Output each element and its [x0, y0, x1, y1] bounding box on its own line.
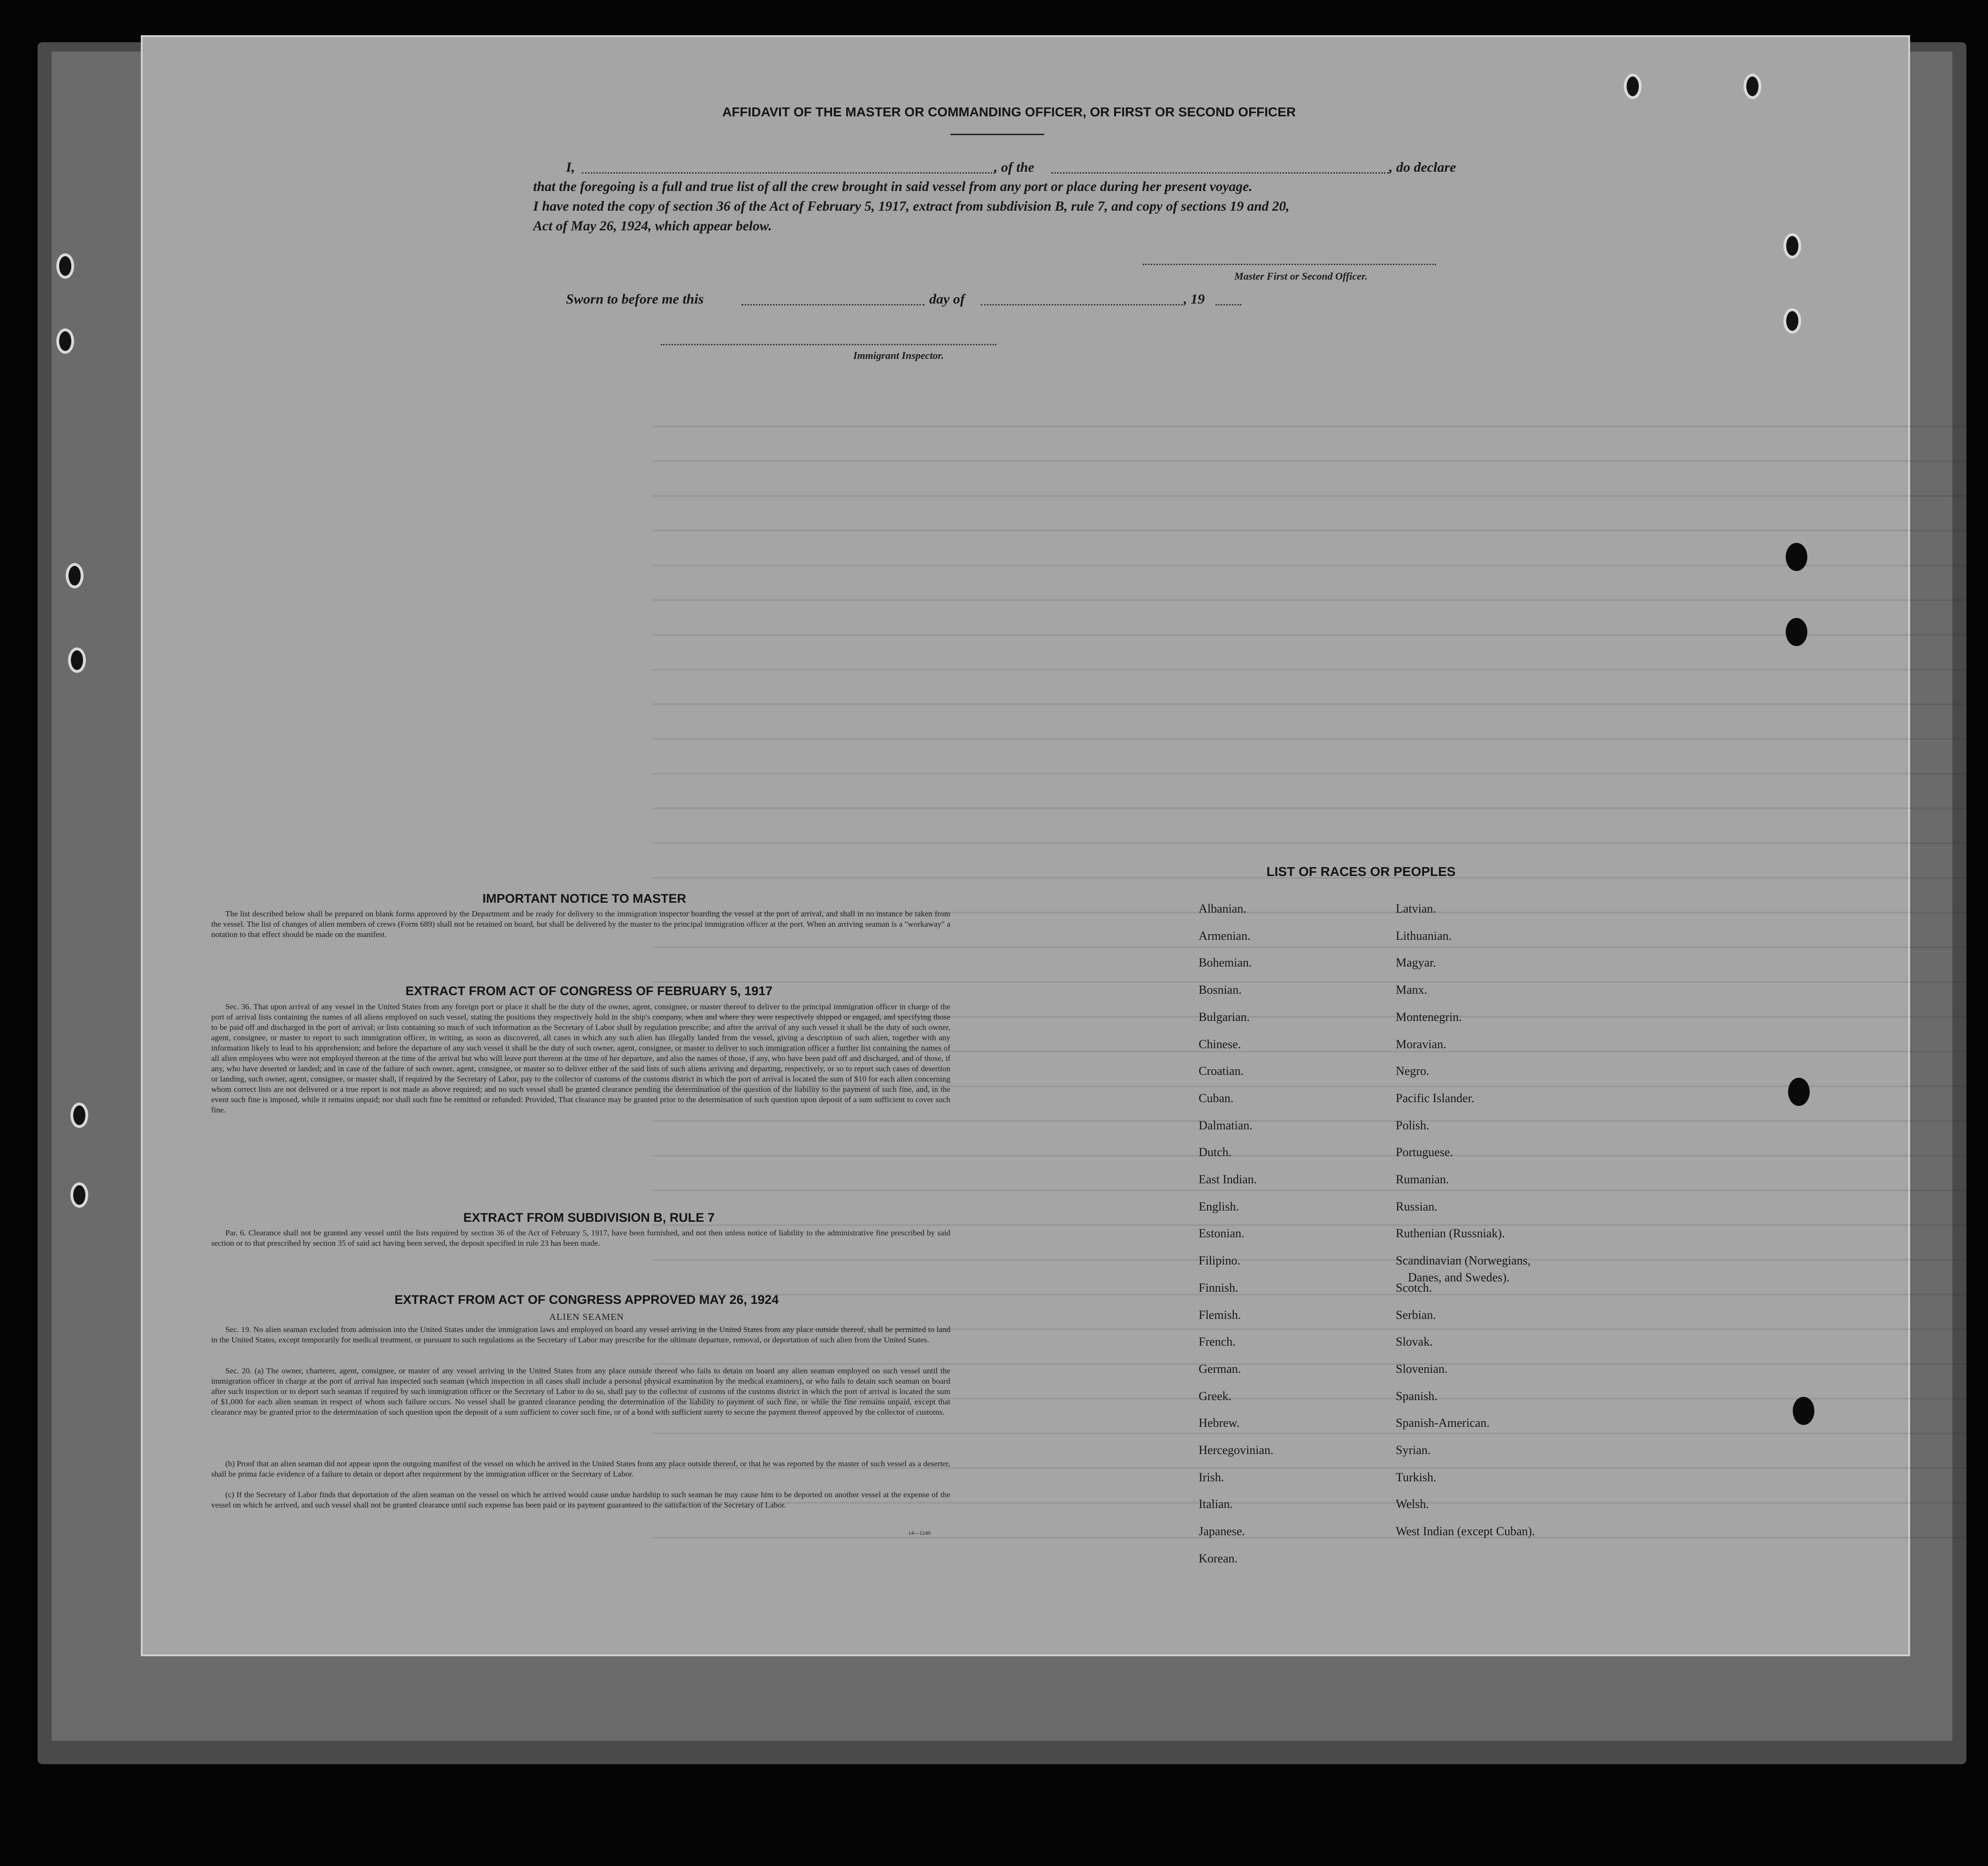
race-item: Bosnian. [1199, 983, 1242, 997]
race-item: Russian. [1396, 1199, 1437, 1213]
page-hole [1786, 618, 1807, 646]
race-item: Pacific Islander. [1396, 1091, 1475, 1105]
binder-hole [56, 328, 74, 354]
race-item: Hebrew. [1199, 1416, 1240, 1430]
race-item: Latvian. [1396, 902, 1436, 915]
binder-hole [70, 1182, 88, 1208]
race-item: East Indian. [1199, 1173, 1257, 1186]
sworn-month-line[interactable] [981, 304, 1183, 305]
affidavit-line-2: that the foregoing is a full and true list of all the crew brought in said vessel from any port or place during her present voyage. [533, 179, 1253, 194]
divider [950, 134, 1044, 135]
race-item: Albanian. [1199, 902, 1246, 915]
year-prefix: , 19 [1184, 291, 1205, 307]
alien-seamen-subtitle: ALIEN SEAMEN [549, 1312, 624, 1322]
race-item: Slovak. [1396, 1335, 1433, 1349]
sec20a-body: Sec. 20. (a) The owner, charterer, agent, consignee, or master of any vessel arriving in the United States from any place outside thereof who fails to detain on board any alien seaman employed on such vessel until the immigration officer in charge at the port of arrival has inspected such seaman (which inspection in all cases shall include a personal physical examination by the medical examiners), or who fails to detain such seaman on board after such inspection or to deport such seaman if required by such immigration officer or the Secretary of Labor to do so, shall pay to the collector of customs of the customs district in which the port of arrival is located the sum of $1,000 for each alien seaman in respect of whom such failure occurs. No vessel shall be granted clearance pending the determination of the liability to payment of such fine, or while the fine remains unpaid, except that clearance may be granted prior to the determination of such question upon the deposit of a sum sufficient to cover such fine, or of a bond with sufficient surety to secure the payment thereof approved by the collector of customs. [211, 1366, 950, 1417]
race-item: Croatian. [1199, 1064, 1244, 1078]
race-item: Danes, and Swedes). [1408, 1271, 1510, 1285]
race-item: West Indian (except Cuban). [1396, 1524, 1535, 1538]
affidavit-of-the: , of the [994, 160, 1034, 175]
race-item: Armenian. [1199, 929, 1251, 943]
form-number: 14—1240 [908, 1530, 931, 1536]
affidavit-line-4: Act of May 26, 1924, which appear below. [533, 219, 772, 234]
race-item: Magyar. [1396, 956, 1436, 970]
inspector-signature-line[interactable] [661, 344, 996, 345]
race-item: Greek. [1199, 1389, 1232, 1403]
race-item: English. [1199, 1199, 1239, 1213]
notice-title: IMPORTANT NOTICE TO MASTER [482, 891, 686, 906]
page-hole [1783, 308, 1801, 334]
act-1924-title: EXTRACT FROM ACT OF CONGRESS APPROVED MAY 26, 1924 [394, 1293, 779, 1307]
inspector-label: Immigrant Inspector. [853, 350, 944, 361]
act-1917-body: Sec. 36. That upon arrival of any vessel in the United States from any foreign port or place it shall be the duty of the owner, agent, consignee, or master thereof to deliver to the principal immigration officer in charge of the port of arrival lists containing the names of all aliens employed on such vessel, stating the positions they respectively hold in the ship's company, when and where they were respectively shipped or engaged, and specifying those to be paid off and discharged in the port of arrival; or lists containing so much of such information as the Secretary of Labor shall by regulation prescribe; and after the arrival of any such vessel it shall be the duty of such owner, agent, consignee, or master to report to such immigration officer, in writing, as soon as discovered, all cases in which any such alien has illegally landed from the vessel, giving a description of such alien, together with any information likely to lead to his apprehension; and before the departure of any such vessel it shall be the duty of such owner, agent, consignee, or master to deliver to such immigration officer a further list containing the names of all alien employees who were not employed thereon at the time of the arrival but who will leave port thereon at the time of her departure, and also the names of those, if any, who have been paid off and discharged, and of those, if any, who have deserted or landed; and in case of the failure of such owner, agent, consignee, or master so to deliver either of the said lists of such aliens arriving and departing, respectively, or so to report such cases of desertion or landing, such owner, agent, consignee, or master shall, if required by the Secretary of Labor, pay to the collector of customs of the customs district in which the port of arrival is located the sum of $10 for each alien concerning whom correct lists are not delivered or a true report is not made as above required; and no such vessel shall be granted clearance pending the determination of the question of the liability to the payment of such fine, and, in the event such fine is imposed, while it remains unpaid; nor shall such fine be remitted or refunded: Provided, That clearance may be granted prior to the determination of such question upon deposit of a sum sufficient to cover such fine. [211, 1002, 950, 1114]
race-item: Rumanian. [1396, 1173, 1449, 1186]
race-item: Syrian. [1396, 1443, 1431, 1457]
race-item: Korean. [1199, 1551, 1238, 1565]
master-signature-label: Master First or Second Officer. [1234, 270, 1368, 282]
affidavit-title: AFFIDAVIT OF THE MASTER OR COMMANDING OFFICER, OR FIRST OR SECOND OFFICER [722, 105, 1296, 119]
binder-hole [66, 563, 84, 588]
affidavit-line-3: I have noted the copy of section 36 of the Act of February 5, 1917, extract from subdivision B, rule 7, and copy of sections 19 and 20, [533, 199, 1290, 214]
day-of-label: day of [929, 291, 965, 307]
race-item: Finnish. [1199, 1280, 1239, 1295]
race-item: Scotch. [1396, 1280, 1432, 1295]
affidavit-i: I, [566, 160, 575, 175]
race-item: Turkish. [1396, 1470, 1437, 1484]
binder-hole [70, 1103, 88, 1128]
race-item: Bohemian. [1199, 956, 1252, 970]
race-item: Serbian. [1396, 1308, 1436, 1322]
race-item: Irish. [1199, 1470, 1224, 1484]
race-item: Cuban. [1199, 1091, 1234, 1105]
sworn-year-line[interactable] [1216, 304, 1241, 305]
page-hole [1624, 74, 1642, 99]
page-hole [1793, 1397, 1814, 1425]
race-item: German. [1199, 1362, 1241, 1376]
act-1917-title: EXTRACT FROM ACT OF CONGRESS OF FEBRUARY 5, 1917 [405, 984, 773, 998]
race-item: Filipino. [1199, 1254, 1240, 1268]
notice-body: The list described below shall be prepared on blank forms approved by the Department and be ready for delivery to the immigration inspector boarding the vessel at the port of arrival, and shall in no instance be taken from the vessel. The list of changes of alien members of crews (Form 689) shall not be retained on board, but shall be delivered by the master to the principal immigration officer at the port. When an arriving seaman is a "workaway" a notation to that effect should be made on the manifest. [211, 909, 950, 939]
sworn-day-line[interactable] [742, 304, 925, 305]
page-hole [1786, 543, 1807, 571]
binder-hole [68, 647, 86, 673]
rule7-body: Par. 6. Clearance shall not be granted any vessel until the lists required by section 36 of the Act of February 5, 1917, have been furnished, and not then unless notice of liability to the administrative fine prescribed by said section or to that prescribed by section 35 of said act having been served, the deposit specified in rule 23 has been made. [211, 1228, 950, 1248]
race-item: Estonian. [1199, 1226, 1245, 1241]
document-page [141, 35, 1910, 1656]
race-item: Scandinavian (Norwegians, [1396, 1254, 1531, 1268]
race-item: Spanish. [1396, 1389, 1437, 1403]
race-item: Hercegovinian. [1199, 1443, 1274, 1457]
race-item: Montenegrin. [1396, 1010, 1462, 1024]
race-item: Manx. [1396, 983, 1428, 997]
page-hole [1783, 233, 1801, 259]
race-item: Spanish-American. [1396, 1416, 1490, 1430]
race-item: Portuguese. [1396, 1145, 1453, 1159]
rule7-title: EXTRACT FROM SUBDIVISION B, RULE 7 [463, 1211, 715, 1225]
page-hole [1788, 1078, 1810, 1106]
race-item: French. [1199, 1335, 1236, 1349]
master-name-line[interactable] [582, 172, 995, 174]
sec20b-body: (b) Proof that an alien seaman did not appear upon the outgoing manifest of the vessel on which he arrived in the United States from any place outside thereof, or that he was reported by the master of such vessel as a deserter, shall be prima facie evidence of a failure to detain or deport after requirement by the immigration officer or the Secretary of Labor. [211, 1459, 950, 1478]
race-item: Slovenian. [1396, 1362, 1448, 1376]
race-item: Welsh. [1396, 1497, 1429, 1511]
race-item: Negro. [1396, 1064, 1430, 1078]
affidavit-declare: , do declare [1389, 160, 1456, 175]
sworn-label: Sworn to before me this [566, 291, 704, 307]
race-item: Japanese. [1199, 1524, 1245, 1538]
race-item: Moravian. [1396, 1037, 1446, 1051]
master-signature-line[interactable] [1143, 264, 1436, 265]
binder-hole [56, 253, 74, 279]
page-hole [1743, 74, 1761, 99]
sec19-body: Sec. 19. No alien seaman excluded from admission into the United States under the immigration laws and employed on board any vessel arriving in the United States from any place outside thereof, shall be permitted to land in the United States, except temporarily for medical treatment, or pursuant to such regulations as the Secretary of Labor may prescribe for the ultimate departure, removal, or deportation of such alien from the United States. [211, 1325, 950, 1344]
race-item: Ruthenian (Russniak). [1396, 1226, 1505, 1241]
race-item: Dalmatian. [1199, 1118, 1253, 1132]
race-item: Dutch. [1199, 1145, 1232, 1159]
race-item: Chinese. [1199, 1037, 1241, 1051]
races-title: LIST OF RACES OR PEOPLES [1266, 864, 1456, 879]
race-item: Polish. [1396, 1118, 1430, 1132]
race-item: Flemish. [1199, 1308, 1241, 1322]
race-item: Italian. [1199, 1497, 1233, 1511]
race-item: Bulgarian. [1199, 1010, 1250, 1024]
sec20c-body: (c) If the Secretary of Labor finds that deportation of the alien seaman on the vessel on which he arrived would cause undue hardship to such seaman he may cause him to be deported on another vessel at the expense of the vessel on which he arrived, and such vessel shall not be granted clearance until such expense has been paid or its payment guaranteed to the satisfaction of the Secretary of Labor. [211, 1490, 950, 1509]
vessel-name-line[interactable] [1051, 172, 1389, 174]
race-item: Lithuanian. [1396, 929, 1452, 943]
